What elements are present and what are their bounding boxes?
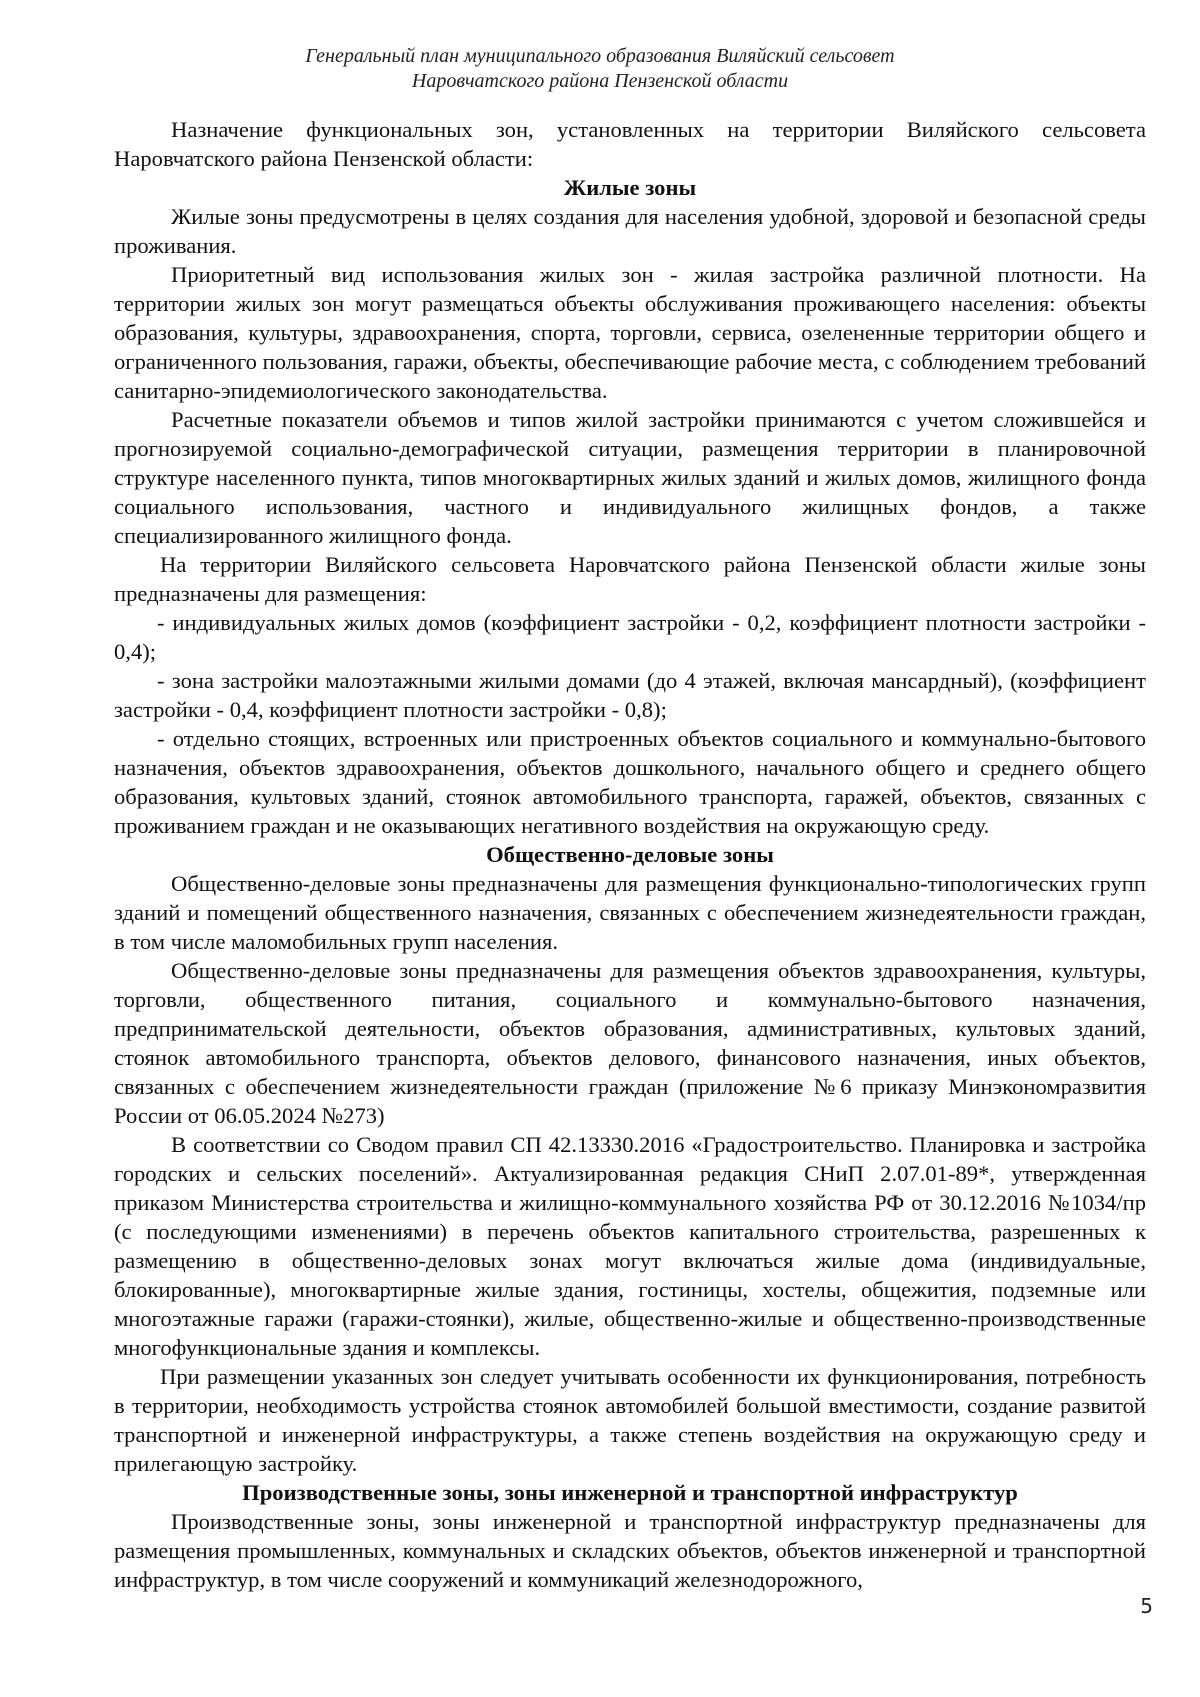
header-line-2: Наровчатского района Пензенской области bbox=[411, 70, 789, 92]
heading-production-zones: Производственные зоны, зоны инженерной и транспортной инфраструктур bbox=[242, 1480, 1018, 1505]
production-paragraph-1: Производственные зоны, зоны инженерной и транспортной инфраструктур предназначены для размещения промышленных, коммунальных и складских объектов, объектов инженерной и транспортной инфраструктур, в том числе сооружений и коммуникаций железнодорожного, bbox=[114, 1509, 1146, 1592]
heading-residential-zones: Жилые зоны bbox=[563, 175, 697, 200]
residential-list-item: - индивидуальных жилых домов (коэффициент застройки - 0,2, коэффициент плотности застройки - 0,4); bbox=[114, 610, 1146, 664]
page-header bbox=[110, 44, 1090, 94]
header-line-1: Генеральный план муниципального образования Виляйский сельсовет bbox=[305, 45, 895, 67]
page-number: 5 bbox=[1140, 1594, 1153, 1618]
residential-paragraph-4: На территории Виляйского сельсовета Наровчатского района Пензенской области жилые зоны предназначены для размещения: bbox=[114, 552, 1146, 606]
business-paragraph-1: Общественно-деловые зоны предназначены для размещения функционально-типологических групп зданий и помещений общественного назначения, связанных с обеспечением жизнедеятельности граждан, в том числе маломобильных групп населения. bbox=[114, 871, 1146, 954]
residential-paragraph-1: Жилые зоны предусмотрены в целях создания для населения удобной, здоровой и безопасной среды проживания. bbox=[114, 204, 1146, 258]
business-paragraph-2: Общественно-деловые зоны предназначены для размещения объектов здравоохранения, культуры, торговли, общественного питания, социального и коммунально-бытового назначения, предпринимательской деятельности, объектов образования, административных, культовых зданий, стоянок автомобильного транспорта, объектов делового, финансового назначения, иных объектов, связанных с обеспечением жизнедеятельности граждан (приложение №6 приказу Минэкономразвития России от 06.05.2024 №273) bbox=[114, 958, 1146, 1128]
residential-list-item: - отдельно стоящих, встроенных или пристроенных объектов социального и коммунально-бытового назначения, объектов здравоохранения, объектов дошкольного, начального общего и среднего общего образования, культовых зданий, стоянок автомобильного транспорта, гаражей, объектов, связанных с проживанием граждан и не оказывающих негативного воздействия на окружающую среду. bbox=[114, 726, 1146, 838]
intro-paragraph: Назначение функциональных зон, установленных на территории Виляйского сельсовета Наровчатского района Пензенской области: bbox=[114, 117, 1146, 171]
residential-paragraph-3: Расчетные показатели объемов и типов жилой застройки принимаются с учетом сложившейся и прогнозируемой социально-демографической ситуации, размещения территории в планировочной структуре населенного пункта, типов многоквартирных жилых зданий и жилых домов, жилищного фонда социального использования, частного и индивидуального жилищных фондов, а также специализированного жилищного фонда. bbox=[114, 407, 1146, 548]
residential-paragraph-2: Приоритетный вид использования жилых зон - жилая застройка различной плотности. На территории жилых зон могут размещаться объекты обслуживания проживающего населения: объекты образования, культуры, здравоохранения, спорта, торговли, сервиса, озелененные территории общего и ограниченного пользования, гаражи, объекты, обеспечивающие рабочие места, с соблюдением требований санитарно-эпидемиологического законодательства. bbox=[114, 262, 1146, 403]
heading-business-zones: Общественно-деловые зоны bbox=[486, 842, 774, 867]
business-paragraph-4: При размещении указанных зон следует учитывать особенности их функционирования, потребность в территории, необходимость устройства стоянок автомобилей большой вместимости, создание развитой транспортной и инженерной инфраструктуры, а также степень воздействия на окружающую среду и прилегающую застройку. bbox=[114, 1364, 1146, 1476]
document-body bbox=[114, 115, 1146, 1594]
residential-list-item: - зона застройки малоэтажными жилыми домами (до 4 этажей, включая мансардный), (коэффициент застройки - 0,4, коэффициент плотности застройки - 0,8); bbox=[114, 668, 1146, 722]
business-paragraph-3: В соответствии со Сводом правил СП 42.13330.2016 «Градостроительство. Планировка и застройка городских и сельских поселений». Актуализированная редакция СНиП 2.07.01-89*, утвержденная приказом Министерства строительства и жилищно-коммунального хозяйства РФ от 30.12.2016 №1034/пр (с последующими изменениями) в перечень объектов капитального строительства, разрешенных к размещению в общественно-деловых зонах могут включаться жилые дома (индивидуальные, блокированные), многоквартирные жилые здания, гостиницы, хостелы, общежития, подземные или многоэтажные гаражи (гаражи-стоянки), жилые, общественно-жилые и общественно-производственные многофункциональные здания и комплексы. bbox=[114, 1132, 1146, 1360]
